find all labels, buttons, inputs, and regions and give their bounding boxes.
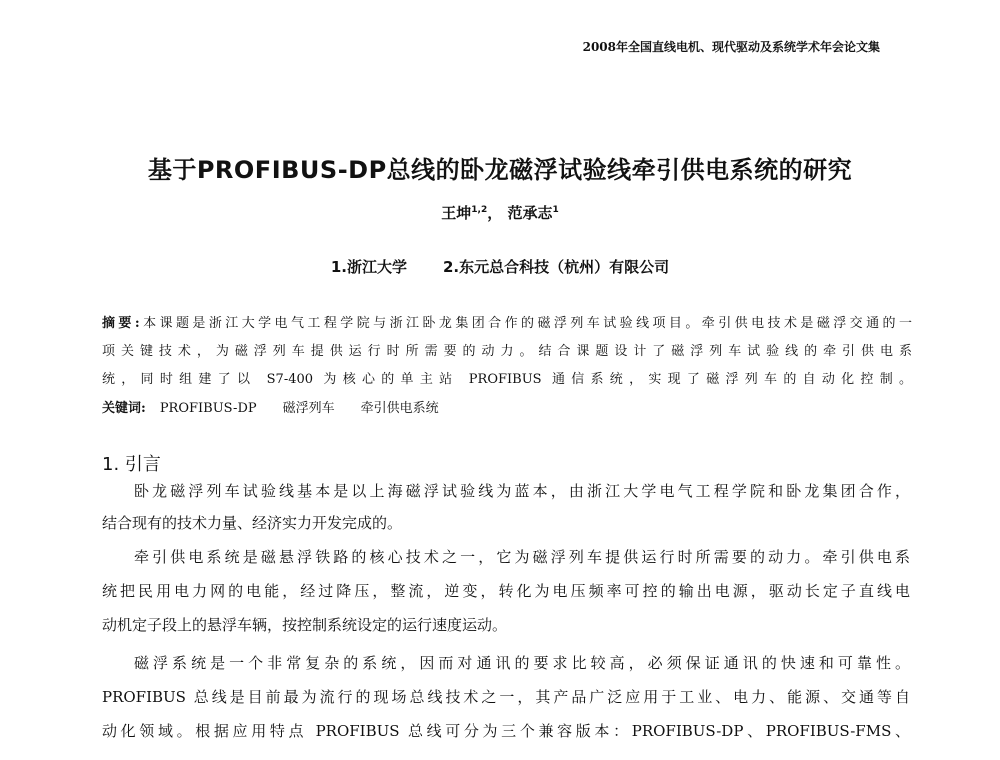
body-line: 牵引供电系统是磁悬浮铁路的核心技术之一，它为磁浮列车提供运行时所需要的动力。牵引供电系 [134, 548, 910, 566]
keyword: PROFIBUS-DP [159, 401, 257, 416]
paper-title: 基于PROFIBUS-DP总线的卧龙磁浮试验线牵引供电系统的研究 [147, 156, 853, 184]
affiliation: 2.东元总合科技（杭州）有限公司 [443, 258, 670, 276]
author-affil-mark: 1,2 [471, 205, 488, 215]
affiliation: 1.浙江大学 [330, 258, 407, 276]
author-affil-mark: 1 [552, 205, 559, 215]
running-header: 2008年全国直线电机、现代驱动及系统学术年会论文集 [582, 40, 880, 54]
keywords-label: 关键词: [102, 401, 146, 416]
abstract-line: 统，同时组建了以 S7-400 为核心的单主站 PROFIBUS 通信系统，实现了磁浮列车的自动化控制。 [102, 372, 912, 387]
abstract-line: 项关键技术，为磁浮列车提供运行时所需要的动力。结合课题设计了磁浮列车试验线的牵引供电系 [102, 344, 912, 359]
body-line: PROFIBUS 总线是目前最为流行的现场总线技术之一，其产品广泛应用于工业、电力、能源、交通等自 [102, 688, 910, 706]
body-line: 磁浮系统是一个非常复杂的系统，因而对通讯的要求比较高，必须保证通讯的快速和可靠性。 [134, 654, 910, 672]
body-line: 动化领域。根据应用特点 PROFIBUS 总线可分为三个兼容版本：PROFIBUS-DP、PROFIBUS-FMS、 [102, 722, 910, 740]
abstract-text: 本课题是浙江大学电气工程学院与浙江卧龙集团合作的磁浮列车试验线项目。牵引供电技术是磁浮交通的一 [139, 316, 912, 331]
abstract-label: 摘要: [102, 316, 140, 331]
section-heading: 1. 引言 [102, 454, 161, 475]
abstract-line [102, 312, 912, 331]
keyword: 牵引供电系统 [360, 401, 439, 416]
body-line: 统把民用电力网的电能，经过降压，整流，逆变，转化为电压频率可控的输出电源，驱动长定子直线电 [102, 582, 910, 600]
keywords [102, 397, 465, 416]
authors: 王坤$^{1,2}$， 范承志$^1$ [441, 204, 559, 222]
keyword: 磁浮列车 [282, 401, 335, 416]
body-line: 卧龙磁浮列车试验线基本是以上海磁浮试验线为蓝本，由浙江大学电气工程学院和卧龙集团合作， [134, 482, 910, 500]
author-name: 王坤 [441, 204, 472, 222]
body-line: 动机定子段上的悬浮车辆，按控制系统设定的运行速度运动。 [102, 616, 508, 634]
body-line: 结合现有的技术力量、经济实力开发完成的。 [102, 514, 403, 532]
affiliations [0, 256, 1000, 277]
author-name: 范承志 [507, 204, 553, 222]
